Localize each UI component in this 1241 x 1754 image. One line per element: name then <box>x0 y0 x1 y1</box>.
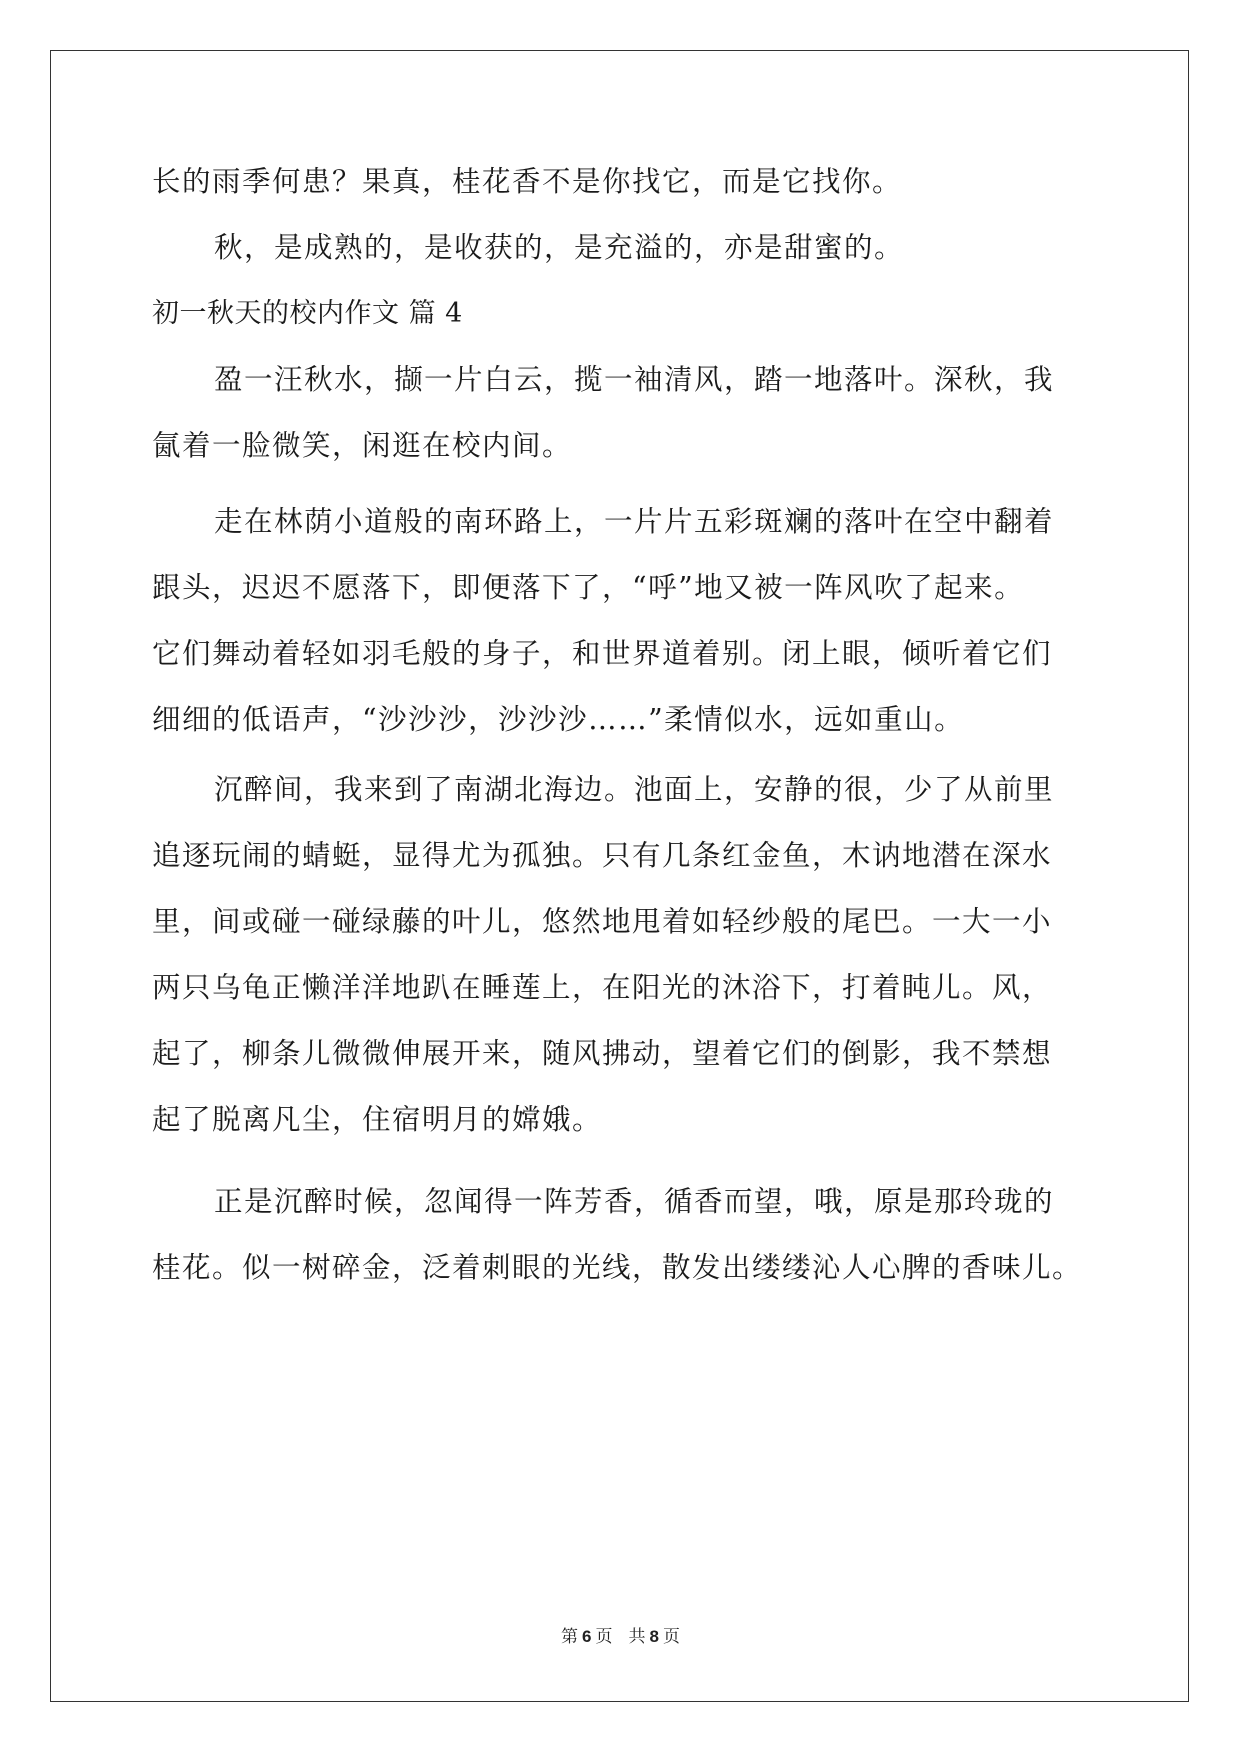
text-line: 两只乌龟正懒洋洋地趴在睡莲上，在阳光的沐浴下，打着盹儿。风， <box>152 971 1053 1004</box>
page-prefix: 第 <box>561 1627 579 1647</box>
text-line: 起了脱离凡尘，住宿明月的嫦娥。 <box>152 1103 603 1136</box>
paragraph-first-line: 沉醉间，我来到了南湖北海边。池面上，安静的很，少了从前里 <box>214 773 1055 806</box>
section-heading: 初一秋天的校内作文 篇 4 <box>152 298 463 329</box>
text-line: 它们舞动着轻如羽毛般的身子，和世界道着别。闭上眼，倾听着它们 <box>152 637 1053 670</box>
text-line: 里，间或碰一碰绿藤的叶儿，悠然地甩着如轻纱般的尾巴。一大一小 <box>152 905 1053 938</box>
paragraph-first-line: 盈一汪秋水，撷一片白云，揽一袖清风，踏一地落叶。深秋，我 <box>214 363 1055 396</box>
text-line: 追逐玩闹的蜻蜓，显得尤为孤独。只有几条红金鱼，木讷地潜在深水 <box>152 839 1053 872</box>
text-line: 细细的低语声，“沙沙沙，沙沙沙……”柔情似水，远如重山。 <box>152 703 965 736</box>
paragraph-first-line: 正是沉醉时候，忽闻得一阵芳香，循香而望，哦，原是那玲珑的 <box>214 1185 1055 1218</box>
total-prefix: 共 <box>628 1627 646 1647</box>
page-footer <box>0 1622 1241 1647</box>
text-line: 桂花。似一树碎金，泛着刺眼的光线，散发出缕缕沁人心脾的香味儿。 <box>152 1251 1083 1284</box>
paragraph-first-line: 走在林荫小道般的南环路上，一片片五彩斑斓的落叶在空中翻着 <box>214 505 1055 538</box>
current-page-number: 6 <box>582 1627 592 1646</box>
text-line: 长的雨季何患？果真，桂花香不是你找它，而是它找你。 <box>152 165 903 198</box>
page-unit: 页 <box>595 1627 613 1647</box>
text-line: 跟头，迟迟不愿落下，即便落下了，“呼”地又被一阵风吹了起来。 <box>152 571 1025 604</box>
text-line: 氤着一脸微笑，闲逛在校内间。 <box>152 429 573 462</box>
text-line: 起了，柳条儿微微伸展开来，随风拂动，望着它们的倒影，我不禁想 <box>152 1037 1053 1070</box>
paragraph-first-line: 秋，是成熟的，是收获的，是充溢的，亦是甜蜜的。 <box>214 231 905 264</box>
total-unit: 页 <box>662 1627 680 1647</box>
total-page-number: 8 <box>649 1627 659 1646</box>
